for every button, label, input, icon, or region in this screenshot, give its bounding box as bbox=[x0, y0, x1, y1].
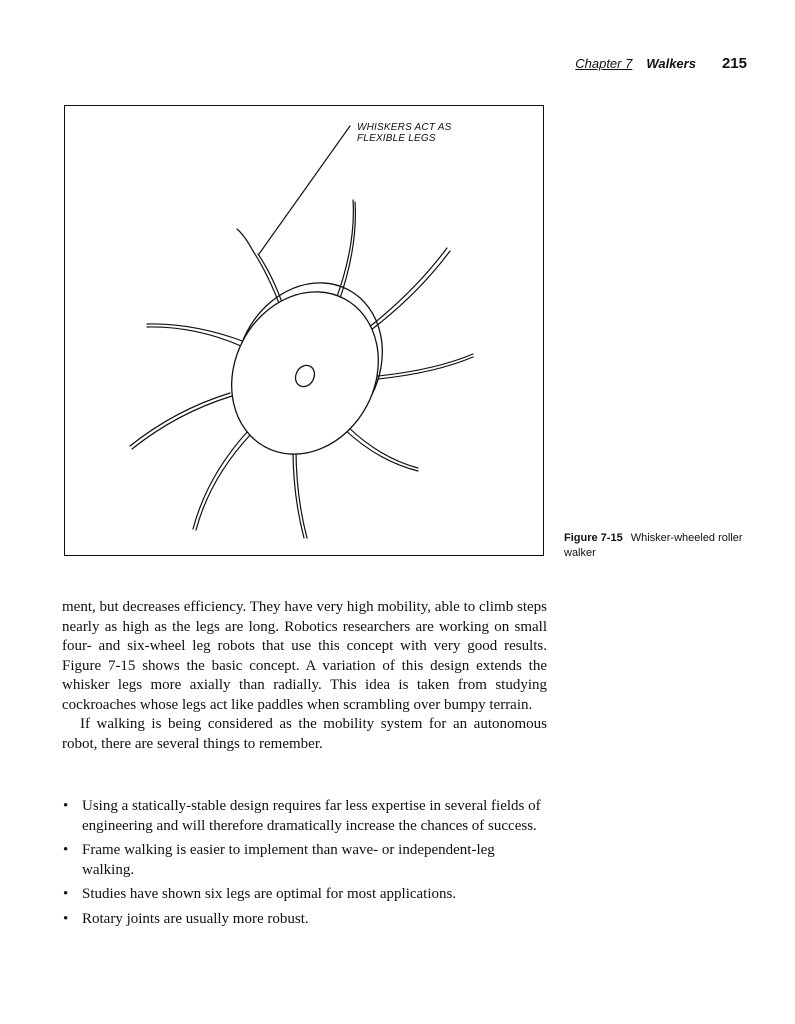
bullet-item: • Rotary joints are usually more robust. bbox=[62, 910, 542, 930]
paragraph: ment, but decreases efficiency. They have very high mobility, able to climb steps nearly as high as the legs are long. Robotics researchers are working on small four- and six-wheel leg robots that use this concept with very good results. Figure 7-15 shows the basic concept. A variation of this design extends the whisker legs more axially than radially. This idea is taken from studying cockroaches whose legs act like paddles when scrambling over bumpy terrain. bbox=[62, 599, 547, 713]
callout-leader-line bbox=[259, 126, 350, 254]
bullet-list bbox=[62, 797, 542, 934]
whisker-leg bbox=[130, 393, 230, 446]
whisker-leg bbox=[378, 354, 473, 376]
figure-7-15 bbox=[64, 105, 544, 556]
figure-callout bbox=[357, 122, 452, 144]
figure-number: Figure 7-15 bbox=[564, 532, 623, 544]
whisker-leg bbox=[258, 254, 284, 308]
running-header bbox=[575, 55, 747, 72]
whisker-wheel-illustration bbox=[65, 106, 544, 556]
whisker-leg bbox=[147, 327, 241, 346]
bullet-item: • Studies have shown six legs are optimal for most applications. bbox=[62, 885, 542, 905]
whisker-leg bbox=[196, 434, 251, 530]
whisker-leg bbox=[237, 229, 253, 251]
callout-line-1: WHISKERS ACT AS bbox=[357, 122, 452, 133]
figure-caption-text: Whisker-wheeled roller walker bbox=[564, 532, 743, 559]
page-number: 215 bbox=[721, 55, 747, 72]
section-title: Walkers bbox=[646, 56, 696, 71]
whisker-leg bbox=[296, 449, 307, 538]
body-text bbox=[62, 598, 547, 754]
paragraph: If walking is being considered as the mobility system for an autonomous robot, there are several things to remember. bbox=[62, 716, 547, 752]
callout-line-2: FLEXIBLE LEGS bbox=[357, 133, 436, 144]
chapter-label: Chapter 7 bbox=[575, 56, 633, 71]
figure-caption bbox=[564, 531, 744, 561]
bullet-item: • Using a statically-stable design requires far less expertise in several fields of engineering and will therefore dramatically increase the chances of success. bbox=[62, 797, 542, 836]
whisker-leg bbox=[132, 396, 232, 449]
bullet-item: • Frame walking is easier to implement than wave- or independent-leg walking. bbox=[62, 841, 542, 880]
whisker-leg bbox=[347, 426, 418, 468]
whisker-leg bbox=[368, 248, 447, 328]
